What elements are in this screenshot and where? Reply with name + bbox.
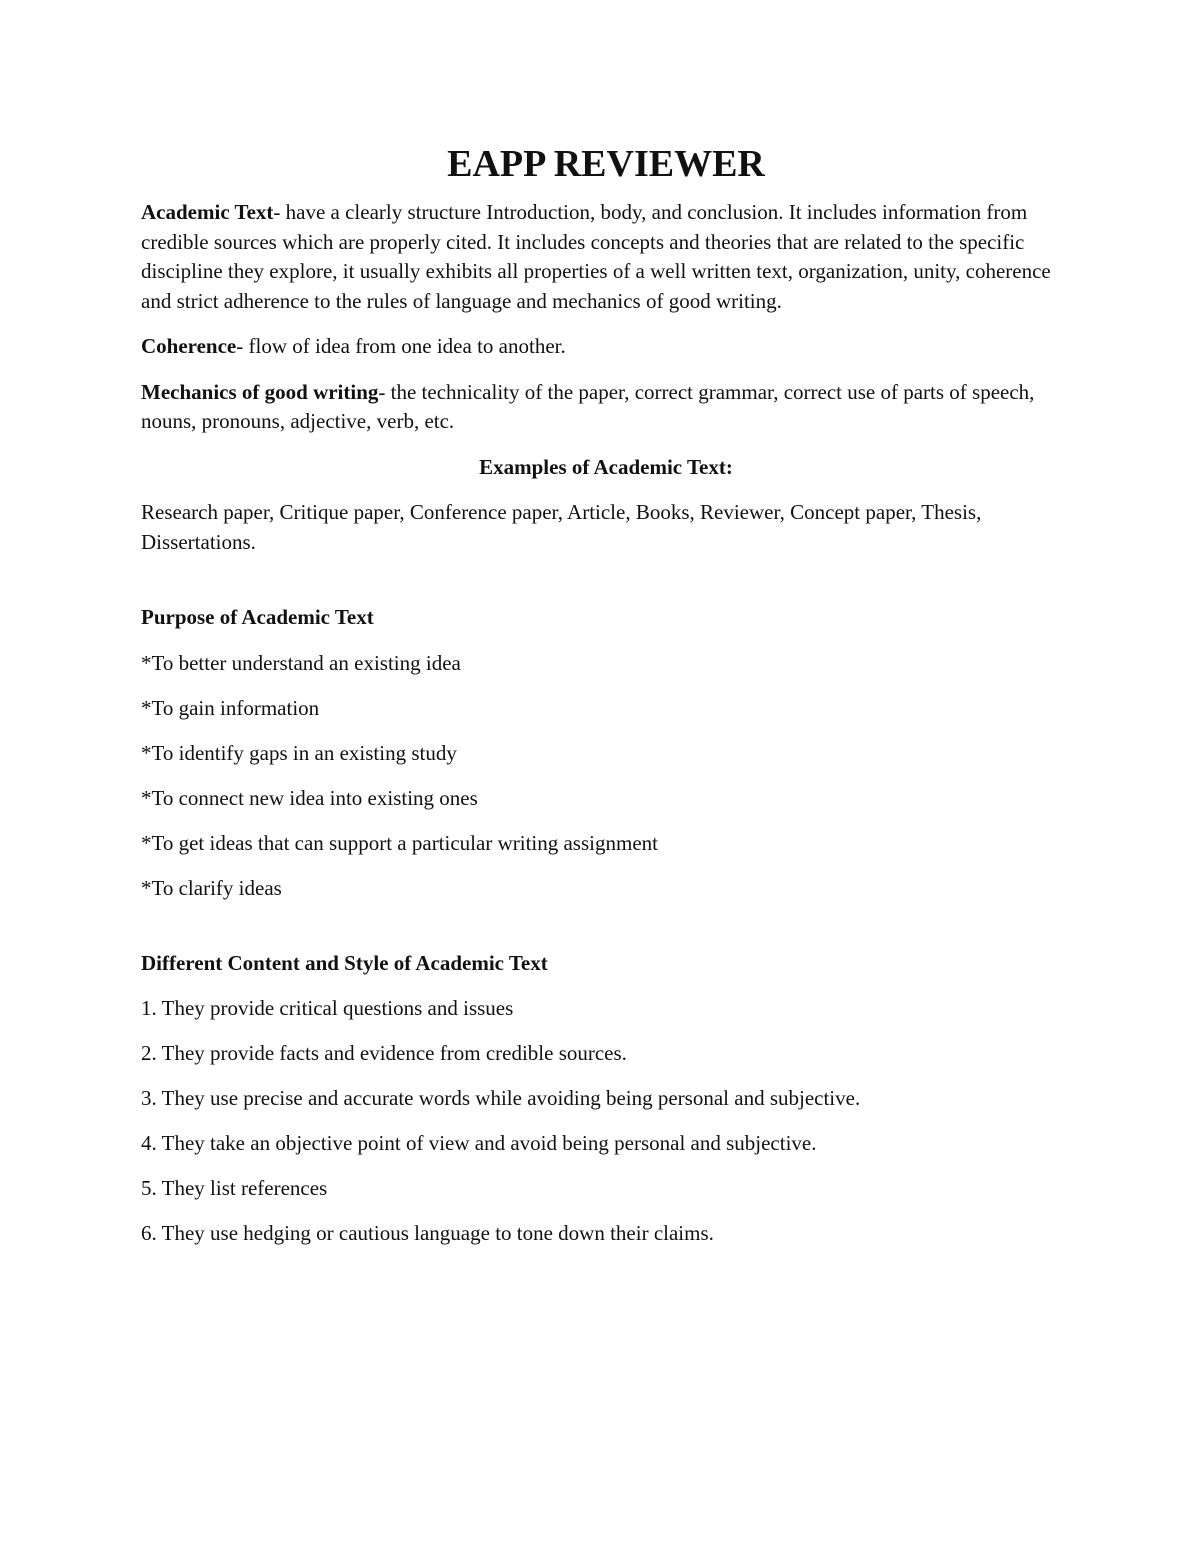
- purpose-item: *To identify gaps in an existing study: [141, 740, 457, 765]
- definition-text: - have a clearly structure Introduction, body, and conclusion. It includes information from credible sources which are properly cited. It includes concepts and theories that are related to the specific discipline they explore, it usually exhibits all properties of a well written text, organization, unity, coherence and strict adherence to the rules of language and mechanics of good writing.: [141, 200, 1051, 313]
- definition-text: - flow of idea from one idea to another.: [236, 334, 566, 358]
- content-style-item: 3. They use precise and accurate words while avoiding being personal and subjective.: [141, 1086, 861, 1110]
- content-style-item: 2. They provide facts and evidence from credible sources.: [141, 1041, 627, 1065]
- spacer: [141, 919, 1071, 949]
- purpose-heading: Purpose of Academic Text: [141, 605, 374, 629]
- purpose-item: *To clarify ideas: [141, 875, 282, 900]
- spacer: [141, 573, 1071, 603]
- purpose-item: *To gain information: [141, 695, 320, 720]
- examples-heading: Examples of Academic Text:: [479, 454, 733, 479]
- document-title: EAPP REVIEWER: [447, 143, 765, 185]
- definition-mechanics: [141, 378, 1071, 437]
- content-style-item: 4. They take an objective point of view and avoid being personal and subjective.: [141, 1131, 817, 1155]
- content-style-item: 1. They provide critical questions and issues: [141, 996, 514, 1020]
- content-style-item: 6. They use hedging or cautious language to tone down their claims.: [141, 1221, 714, 1245]
- document-body: [141, 140, 1071, 1264]
- definition-term: Coherence: [141, 334, 237, 358]
- purpose-item: *To connect new idea into existing ones: [141, 785, 478, 810]
- definition-coherence: [141, 332, 1071, 362]
- content-style-heading: Different Content and Style of Academic Text: [141, 950, 548, 975]
- definition-term: Mechanics of good writing: [141, 379, 379, 404]
- purpose-item: *To get ideas that can support a particular writing assignment: [141, 830, 658, 855]
- purpose-item: *To better understand an existing idea: [141, 650, 461, 675]
- definition-text: - the technicality of the paper, correct grammar, correct use of parts of speech, nouns, pronouns, adjective, verb, etc.: [141, 379, 1035, 433]
- definition-academic-text: [141, 198, 1071, 316]
- content-style-item: 5. They list references: [141, 1176, 328, 1200]
- examples-text: Research paper, Critique paper, Conference paper, Article, Books, Reviewer, Concept paper, Thesis, Dissertations.: [141, 500, 982, 554]
- definition-term: Academic Text: [141, 200, 274, 224]
